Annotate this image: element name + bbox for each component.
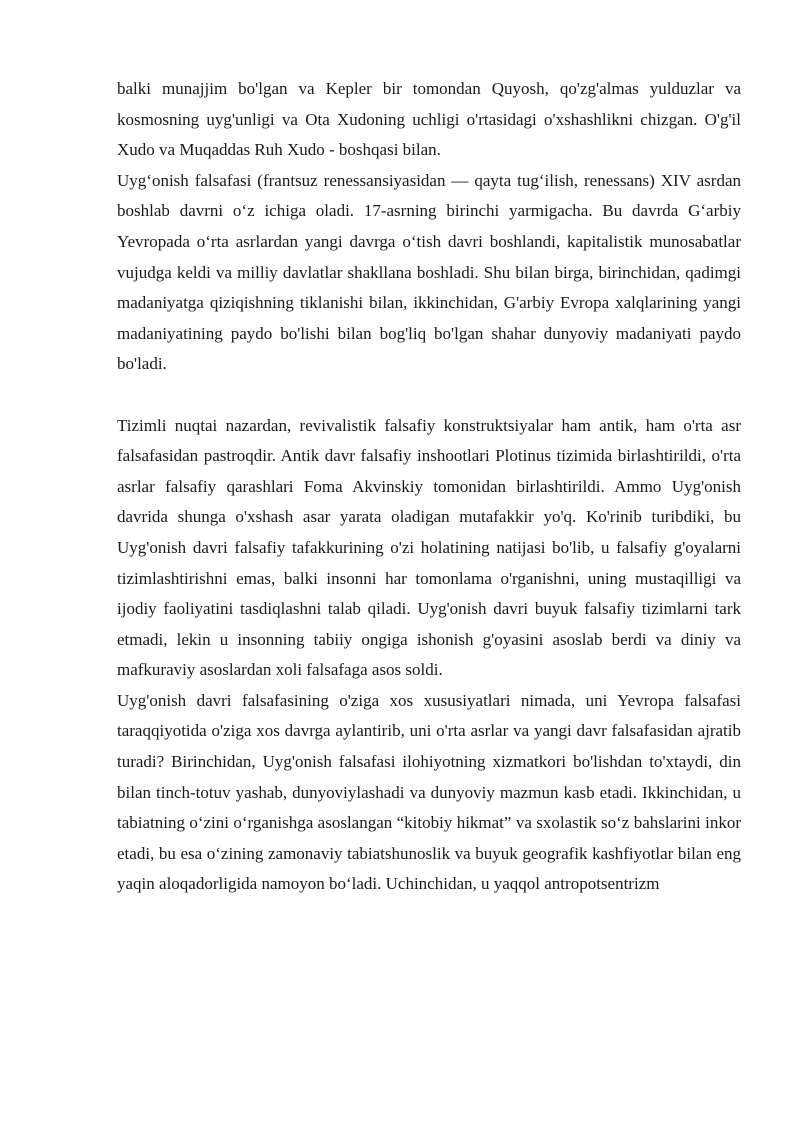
paragraph-systematic-view: Tizimli nuqtai nazardan, revivalistik falsafiy konstruktsiyalar ham antik, ham o'rta asr falsafasidan pastroqdir. Antik davr falsafiy inshootlari Plotinus tizimida birlashtirildi, o'rta asrlar falsafiy qarashlari Foma Akvinskiy tomonidan birlashtirildi. Ammo Uyg'onish davrida shunga o'xshash asar yarata oladigan mutafakkir yo'q. Ko'rinib turibdiki, bu Uyg'onish davri falsafiy tafakkurining o'zi holatining natijasi bo'lib, u falsafiy g'oyalarni tizimlashtirishni emas, balki insonni har tomonlama o'rganishni, uning mustaqilligi va ijodiy faoliyatini tasdiqlashni talab qiladi. Uyg'onish davri buyuk falsafiy tizimlarni tark etmadi, lekin u insonning tabiiy ongiga ishonish g'oyasini asoslab berdi va diniy va mafkuraviy asoslardan xoli falsafaga asos soldi. — [117, 415, 741, 680]
document-page — [117, 74, 741, 900]
paragraph-renaissance-intro: Uyg‘onish falsafasi (frantsuz renessansiyasidan — qayta tug‘ilish, renessans) XIV asrdan boshlab davrni o‘z ichiga oladi. 17-asrning birinchi yarmigacha. Bu davrda G‘arbiy Yevropada o‘rta asrlardan yangi davrga o‘tish davri boshlandi, kapitalistik munosabatlar vujudga keldi va milliy davlatlar shakllana boshladi. Shu bilan birga, birinchidan, qadimgi madaniyatga qiziqishning tiklanishi bilan, ikkinchidan, G'arbiy Evropa xalqlarining yangi madaniyatining paydo bo'lishi bilan bog'liq bo'lgan shahar dunyoviy madaniyati paydo bo'ladi. — [117, 170, 741, 374]
paragraph-features: Uyg'onish davri falsafasining o'ziga xos xususiyatlari nimada, uni Yevropa falsafasi taraqqiyotida o'ziga xos davrga aylantirib, uni o'rta asrlar va yangi davr falsafasidan ajratib turadi? Birinchidan, Uyg'onish falsafasi ilohiyotning xizmatkori bo'lishdan to'xtaydi, din bilan tinch-totuv yashab, dunyoviylashadi va dunyoviy mazmun kasb etadi. Ikkinchidan, u tabiatning o‘zini o‘rganishga asoslangan “kitobiy hikmat” va sxolastik so‘z bahslarini inkor etadi, bu esa o‘zining zamonaviy tabiatshunoslik va buyuk geografik kashfiyotlar bilan eng yaqin aloqadorligida namoyon bo‘ladi. Uchinchidan, u yaqqol antropotsentrizm — [117, 690, 741, 894]
paragraph-kepler: balki munajjim bo'lgan va Kepler bir tomondan Quyosh, qo'zg'almas yulduzlar va kosmosning uyg'unligi va Ota Xudoning uchligi o'rtasidagi o'xshashlikni chizgan. O'g'il Xudo va Muqaddas Ruh Xudo - boshqasi bilan. — [117, 79, 741, 160]
